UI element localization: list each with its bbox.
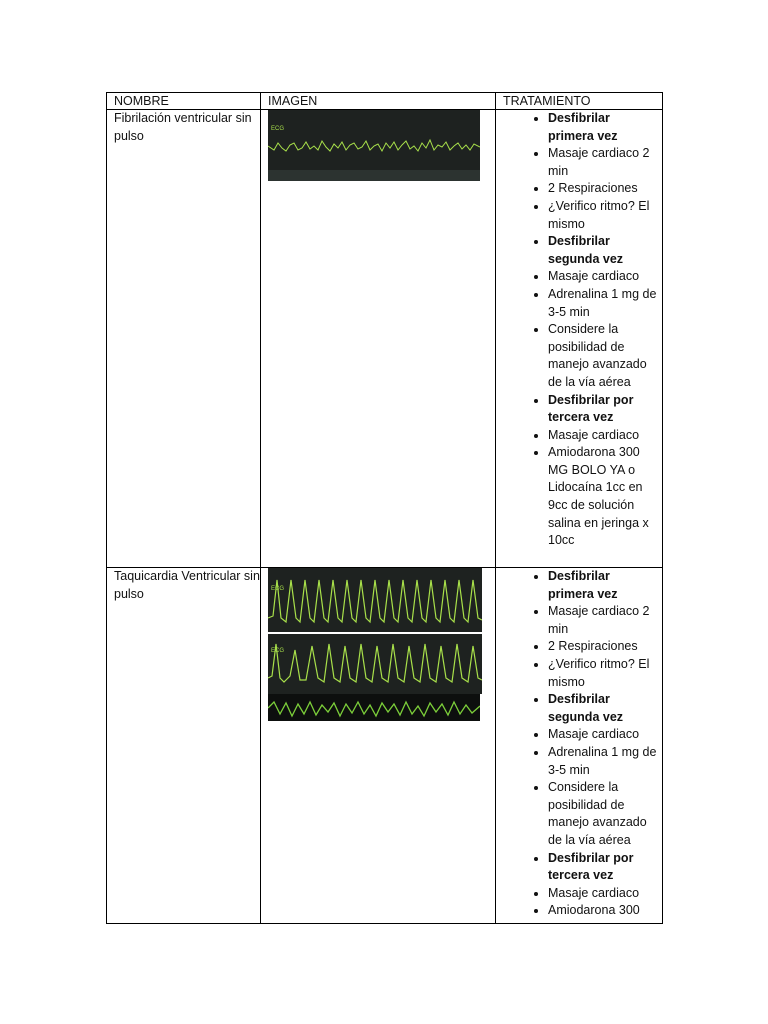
list-item: • 2 Respiraciones (548, 638, 658, 656)
list-item: • Amiodarona 300 (548, 902, 658, 920)
list-item: • Masaje cardiaco (548, 885, 658, 903)
list-item: • Amiodarona 300 MG BOLO YA o Lidocaína 1cc en 9cc de solución salina en jeringa x 10cc (548, 444, 658, 550)
list-item: • Desfibrilar segunda vez (548, 233, 658, 268)
ecg-vt-image-3 (268, 694, 480, 721)
name-cell: Taquicardia Ventricular sin pulso (107, 568, 261, 924)
list-item: • Masaje cardiaco 2 min (548, 145, 658, 180)
treatment-list (503, 568, 662, 920)
list-item: • Considere la posibilidad de manejo avanzado de la vía aérea (548, 321, 658, 391)
header-tratamiento: TRATAMIENTO (496, 93, 663, 110)
header-row (107, 93, 663, 110)
name-cell: Fibrilación ventricular sin pulso (107, 110, 261, 568)
table-row (107, 110, 663, 568)
list-item: • ¿Verifico ritmo? El mismo (548, 198, 658, 233)
list-item: • Adrenalina 1 mg de 3-5 min (548, 286, 658, 321)
ecg-label: ECG (271, 648, 285, 654)
treatment-cell (496, 568, 663, 924)
image-cell (261, 110, 496, 568)
ecg-label: ECG (271, 586, 285, 592)
list-item: • Desfibrilar por tercera vez (548, 850, 658, 885)
list-item: • Masaje cardiaco 2 min (548, 603, 658, 638)
treatment-list (503, 110, 662, 550)
treatment-cell (496, 110, 663, 568)
list-item: • Adrenalina 1 mg de 3-5 min (548, 744, 658, 779)
ecg-vt-image-2 (268, 634, 482, 694)
treatment-table (106, 92, 663, 924)
list-item: • 2 Respiraciones (548, 180, 658, 198)
list-item: • Desfibrilar primera vez (548, 568, 658, 603)
header-imagen: IMAGEN (261, 93, 496, 110)
image-cell (261, 568, 496, 924)
list-item: • ¿Verifico ritmo? El mismo (548, 656, 658, 691)
ecg-vt-image-1 (268, 568, 482, 632)
table-row (107, 568, 663, 924)
list-item: • Desfibrilar segunda vez (548, 691, 658, 726)
list-item: • Desfibrilar por tercera vez (548, 392, 658, 427)
list-item: • Considere la posibilidad de manejo avanzado de la vía aérea (548, 779, 658, 849)
list-item: • Masaje cardiaco (548, 427, 658, 445)
header-nombre: NOMBRE (107, 93, 261, 110)
list-item: • Masaje cardiaco (548, 268, 658, 286)
list-item: • Desfibrilar primera vez (548, 110, 658, 145)
ecg-vf-image (268, 110, 480, 181)
list-item: • Masaje cardiaco (548, 726, 658, 744)
ecg-label: ECG (271, 126, 285, 132)
